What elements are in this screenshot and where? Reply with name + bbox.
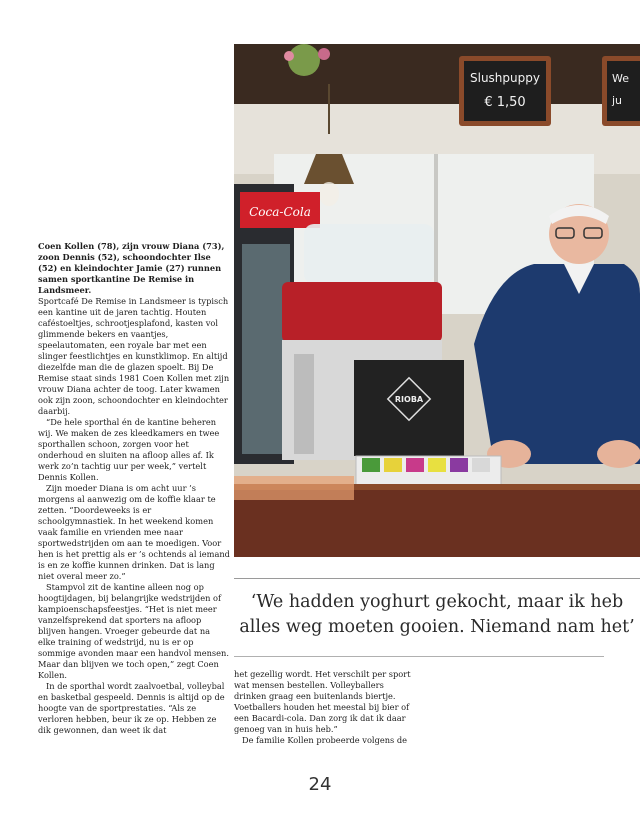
right-column bbox=[234, 669, 414, 746]
coca-cola-logo: Coca-Cola bbox=[249, 205, 311, 219]
quote-rule-top bbox=[234, 578, 640, 579]
left-column bbox=[38, 241, 230, 736]
paragraph: De familie Kollen probeerde volgens de bbox=[242, 735, 408, 745]
pull-quote: ‘We hadden yoghurt gekocht, maar ik heb alles weg moeten gooien. Niemand nam het’ bbox=[239, 592, 635, 637]
sign-right-line1: We bbox=[612, 72, 629, 85]
paragraph: Sportcafé De Remise in Landsmeer is typisch een kantine uit de jaren tachtig. Houten caféstoeltjes, schrootjesplafond, kasten vol glimmende bekers en vaantjes, speelautomaten, een royale bar met een slinger feestlichtjes en kunstklimop. En altijd diezelfde man die de glazen spoelt. Bij De Remise staat sinds 1981 Coen Kollen met zijn vrouw Diana achter de toog. Later kwamen ook zijn zoon, schoondochter en kleindochter daarbij. bbox=[38, 296, 230, 416]
paragraph: het gezellig wordt. Het verschilt per sport wat mensen bestellen. Volleyballers drinken graag een buitenlands biertje. Voetballers houden het meestal bij bier of een Bacardi-cola. Dan zorg ik dat ik daar genoeg van in huis heb.” bbox=[234, 669, 411, 734]
sign-slush-text: Slushpuppy bbox=[470, 71, 540, 85]
quote-rule-bottom bbox=[234, 656, 604, 657]
paragraph: “De hele sporthal én de kantine beheren wij. We maken de zes kleedkamers en twee sporthallen schoon, zorgen voor het onderhoud en sluiten na afloop alles af. Ik werk zo’n tachtig uur per week,” vertelt Dennis Kollen. bbox=[38, 417, 220, 482]
page-number: 24 bbox=[308, 774, 332, 795]
sign-right-line2: ju bbox=[612, 94, 623, 107]
sign-price-text: € 1,50 bbox=[484, 95, 526, 110]
tea-box-brand: RIOBA bbox=[394, 395, 424, 404]
paragraph: Stampvol zit de kantine alleen nog op hoogtijdagen, bij belangrijke wedstrijden of kampioenschapsfeestjes. “Het is niet meer vanzelfsprekend dat sporters na afloop blijven hangen. Vroeger gebeurde dat na elke training of wedstrijd, nu is er op sommige avonden maar een handvol mensen. Maar dan blijven we toch open,” zegt Coen Kollen. bbox=[38, 582, 229, 680]
intro-lead: Coen Kollen (78), zijn vrouw Diana (73), zoon Dennis (52), schoondochter Ilse (52) en kleindochter Jamie (27) runnen samen sportkantine De Remise in Landsmeer. bbox=[38, 241, 225, 295]
paragraph: Zijn moeder Diana is om acht uur ’s morgens al aanwezig om de koffie klaar te zetten. “Doordeweeks is er schoolgymnastiek. In het weekend komen vaak familie en vrienden mee naar sportwedstrijden om aan te moedigen. Voor hen is het prettig als er ’s ochtends al iemand is en ze koffie kunnen drinken. Dat is lang niet overal meer zo.” bbox=[38, 483, 230, 581]
photo-kantine bbox=[234, 44, 640, 557]
paragraph: In de sporthal wordt zaalvoetbal, volleybal en basketbal gespeeld. Dennis is altijd op de hoogte van de sportprestaties. “Als ze verloren hebben, beur ik ze op. Hebben ze dik gewonnen, dan weet ik dat bbox=[38, 681, 225, 735]
photo-illustration bbox=[234, 44, 640, 557]
